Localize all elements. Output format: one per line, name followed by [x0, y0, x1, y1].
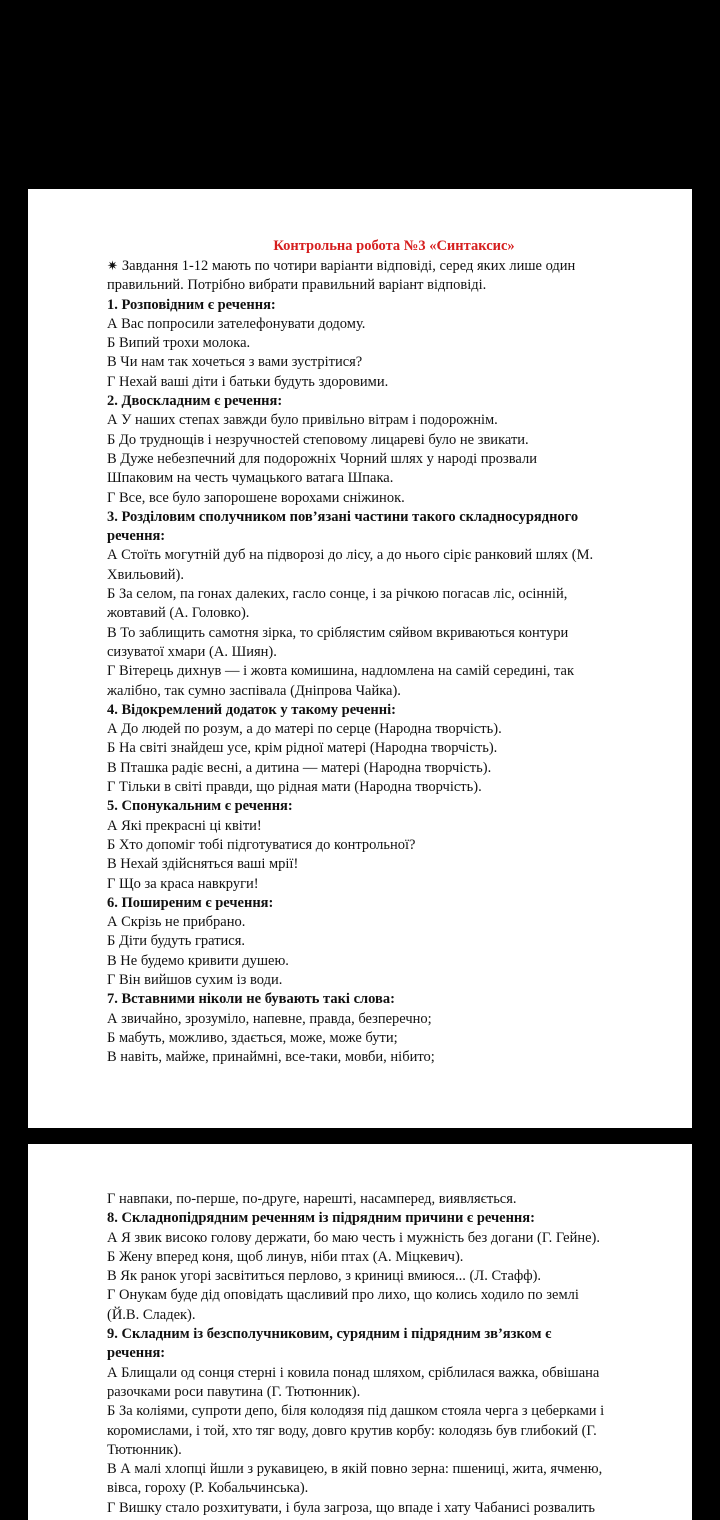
answer-option: Б мабуть, можливо, здається, може, може бути;: [107, 1029, 398, 1046]
question-heading: речення:: [107, 1345, 166, 1362]
answer-option: коромислами, і той, хто тяг воду, довго крутив корбу: колодязь був глибокий (Г.: [107, 1422, 597, 1439]
answer-option: Б Жену вперед коня, щоб линув, ніби птах (А. Міцкевич).: [107, 1248, 464, 1265]
answer-option: Г Вітерець дихнув — і жовта комишина, надломлена на самій середині, так: [107, 663, 574, 680]
instructions-line: Завдання 1-12 мають по чотири варіанти відповіді, серед яких лише один: [121, 258, 576, 274]
answer-option: В навіть, майже, принаймні, все-таки, мовби, нібито;: [107, 1049, 435, 1066]
answer-option: Тютюнник).: [107, 1441, 182, 1458]
answer-option: В Не будемо кривити душею.: [107, 952, 289, 969]
answer-option: Г Що за краса навкруги!: [107, 875, 259, 892]
answer-option: Б Діти будуть гратися.: [107, 933, 246, 950]
answer-option: Г Нехай ваші діти і батьки будуть здоровими.: [107, 373, 389, 390]
answer-option: Б За коліями, супроти депо, біля колодязя під дашком стояла черга з цеберками і: [107, 1403, 605, 1420]
answer-option: А Блищали од сонця стерні і ковила понад шляхом, сріблилася важка, обвішана: [107, 1364, 600, 1381]
answer-option: В Пташка радіє весні, а дитина — матері (Народна творчість).: [107, 759, 492, 776]
answer-option: (Й.В. Сладек).: [107, 1306, 196, 1323]
answer-option: Г Він вийшов сухим із води.: [107, 971, 283, 988]
answer-option: А Стоїть могутній дуб на підворозі до лісу, а до нього сіріє ранковий шлях (М.: [107, 547, 594, 564]
answer-option: В Нехай здійсняться ваші мрії!: [107, 856, 299, 873]
instructions-text: [107, 256, 662, 276]
answer-option: А Вас попросили зателефонувати додому.: [107, 315, 366, 332]
question-heading: 3. Розділовим сполучником пов’язані частини такого складносурядного: [107, 508, 579, 525]
answer-option: Шпаковим на честь чумацького ватага Шпака.: [107, 470, 394, 487]
answer-option: Г Вишку стало розхитувати, і була загроза, що впаде і хату Чабанисі розвалить: [107, 1499, 596, 1516]
answer-option: А У наших степах завжди було привільно вітрам і подорожнім.: [107, 412, 498, 429]
answer-option: вівса, гороху (Р. Кобальчинська).: [107, 1480, 309, 1497]
answer-option: В Як ранок угорі засвітиться перлово, з криниці вмиюся... (Л. Стафф).: [107, 1268, 542, 1285]
document-page-2: [28, 1144, 692, 1520]
answer-option: А Скрізь не прибрано.: [107, 914, 246, 931]
instructions-text: [107, 276, 662, 295]
answer-option: жовтавий (А. Головко).: [107, 605, 250, 622]
answer-option: Хвильовий).: [107, 566, 184, 583]
answer-option: А звичайно, зрозуміло, напевне, правда, безперечно;: [107, 1010, 432, 1027]
document-page-1: [28, 189, 692, 1128]
question-heading: 9. Складним із безсполучниковим, сурядним і підрядним зв’язком є: [107, 1326, 552, 1343]
answer-option: Г Онукам буде дід оповідать щасливий про лихо, що колись ходило по землі: [107, 1287, 579, 1304]
answer-option: Г Тільки в світі правди, що рідная мати (Народна творчість).: [107, 779, 482, 796]
answer-option: А Я звик високо голову держати, бо маю честь і мужність без догани (Г. Гейне).: [107, 1229, 600, 1246]
answer-option: В То заблищить самотня зірка, то сріблястим сяйвом вкриваються контури: [107, 624, 569, 641]
answer-option: жалібно, так сумно заспівала (Дніпрова Чайка).: [107, 682, 401, 699]
question-heading: 6. Поширеним є речення:: [107, 894, 274, 911]
question-heading: 2. Двоскладним є речення:: [107, 393, 283, 410]
answer-option: сизуватої хмари (А. Шиян).: [107, 643, 277, 660]
question-heading: 1. Розповідним є речення:: [107, 296, 276, 313]
answer-option: А Які прекрасні ці квіти!: [107, 817, 262, 834]
page-2-body: [107, 1190, 662, 1518]
answer-option: Г навпаки, по-перше, по-друге, нарешті, насамперед, виявляється.: [107, 1191, 517, 1207]
answer-option: Б До труднощів і незручностей степовому лицареві було не звикати.: [107, 431, 529, 448]
answer-option: разочками роси павутина (Г. Тютюнник).: [107, 1383, 361, 1400]
answer-option: Б Випий трохи молока.: [107, 335, 251, 352]
question-heading: 4. Відокремлений додаток у такому реченні:: [107, 701, 396, 718]
answer-option: А До людей по розум, а до матері по серце (Народна творчість).: [107, 721, 502, 738]
answer-option: В Чи нам так хочеться з вами зустрітися?: [107, 354, 363, 371]
asterisk-icon: ✷: [107, 258, 118, 273]
answer-option: В А малі хлопці йшли з рукавицею, в якій повно зерна: пшениці, жита, ячменю,: [107, 1461, 603, 1478]
question-heading: речення:: [107, 528, 166, 545]
question-heading: 7. Вставними ніколи не бувають такі слова:: [107, 991, 395, 1008]
question-heading: 5. Спонукальним є речення:: [107, 798, 293, 815]
page-1-body: [107, 256, 662, 1067]
answer-option: Г Все, все було запорошене ворохами сніжинок.: [107, 489, 405, 506]
question-heading: 8. Складнопідрядним реченням із підрядним причини є речення:: [107, 1210, 535, 1227]
answer-option: Б На світі знайдеш усе, крім рідної матері (Народна творчість).: [107, 740, 498, 757]
instructions-line: правильний. Потрібно вибрати правильний варіант відповіді.: [107, 277, 487, 294]
answer-option: Б За селом, па гонах далеких, гасло сонце, і за річкою погасав ліс, осінній,: [107, 586, 568, 603]
answer-option: В Дуже небезпечний для подорожніх Чорний шлях у народі прозвали: [107, 450, 537, 467]
answer-option: Б Хто допоміг тобі підготуватися до контрольної?: [107, 836, 416, 853]
page-title: Контрольна робота №3 «Синтаксис»: [273, 238, 515, 254]
